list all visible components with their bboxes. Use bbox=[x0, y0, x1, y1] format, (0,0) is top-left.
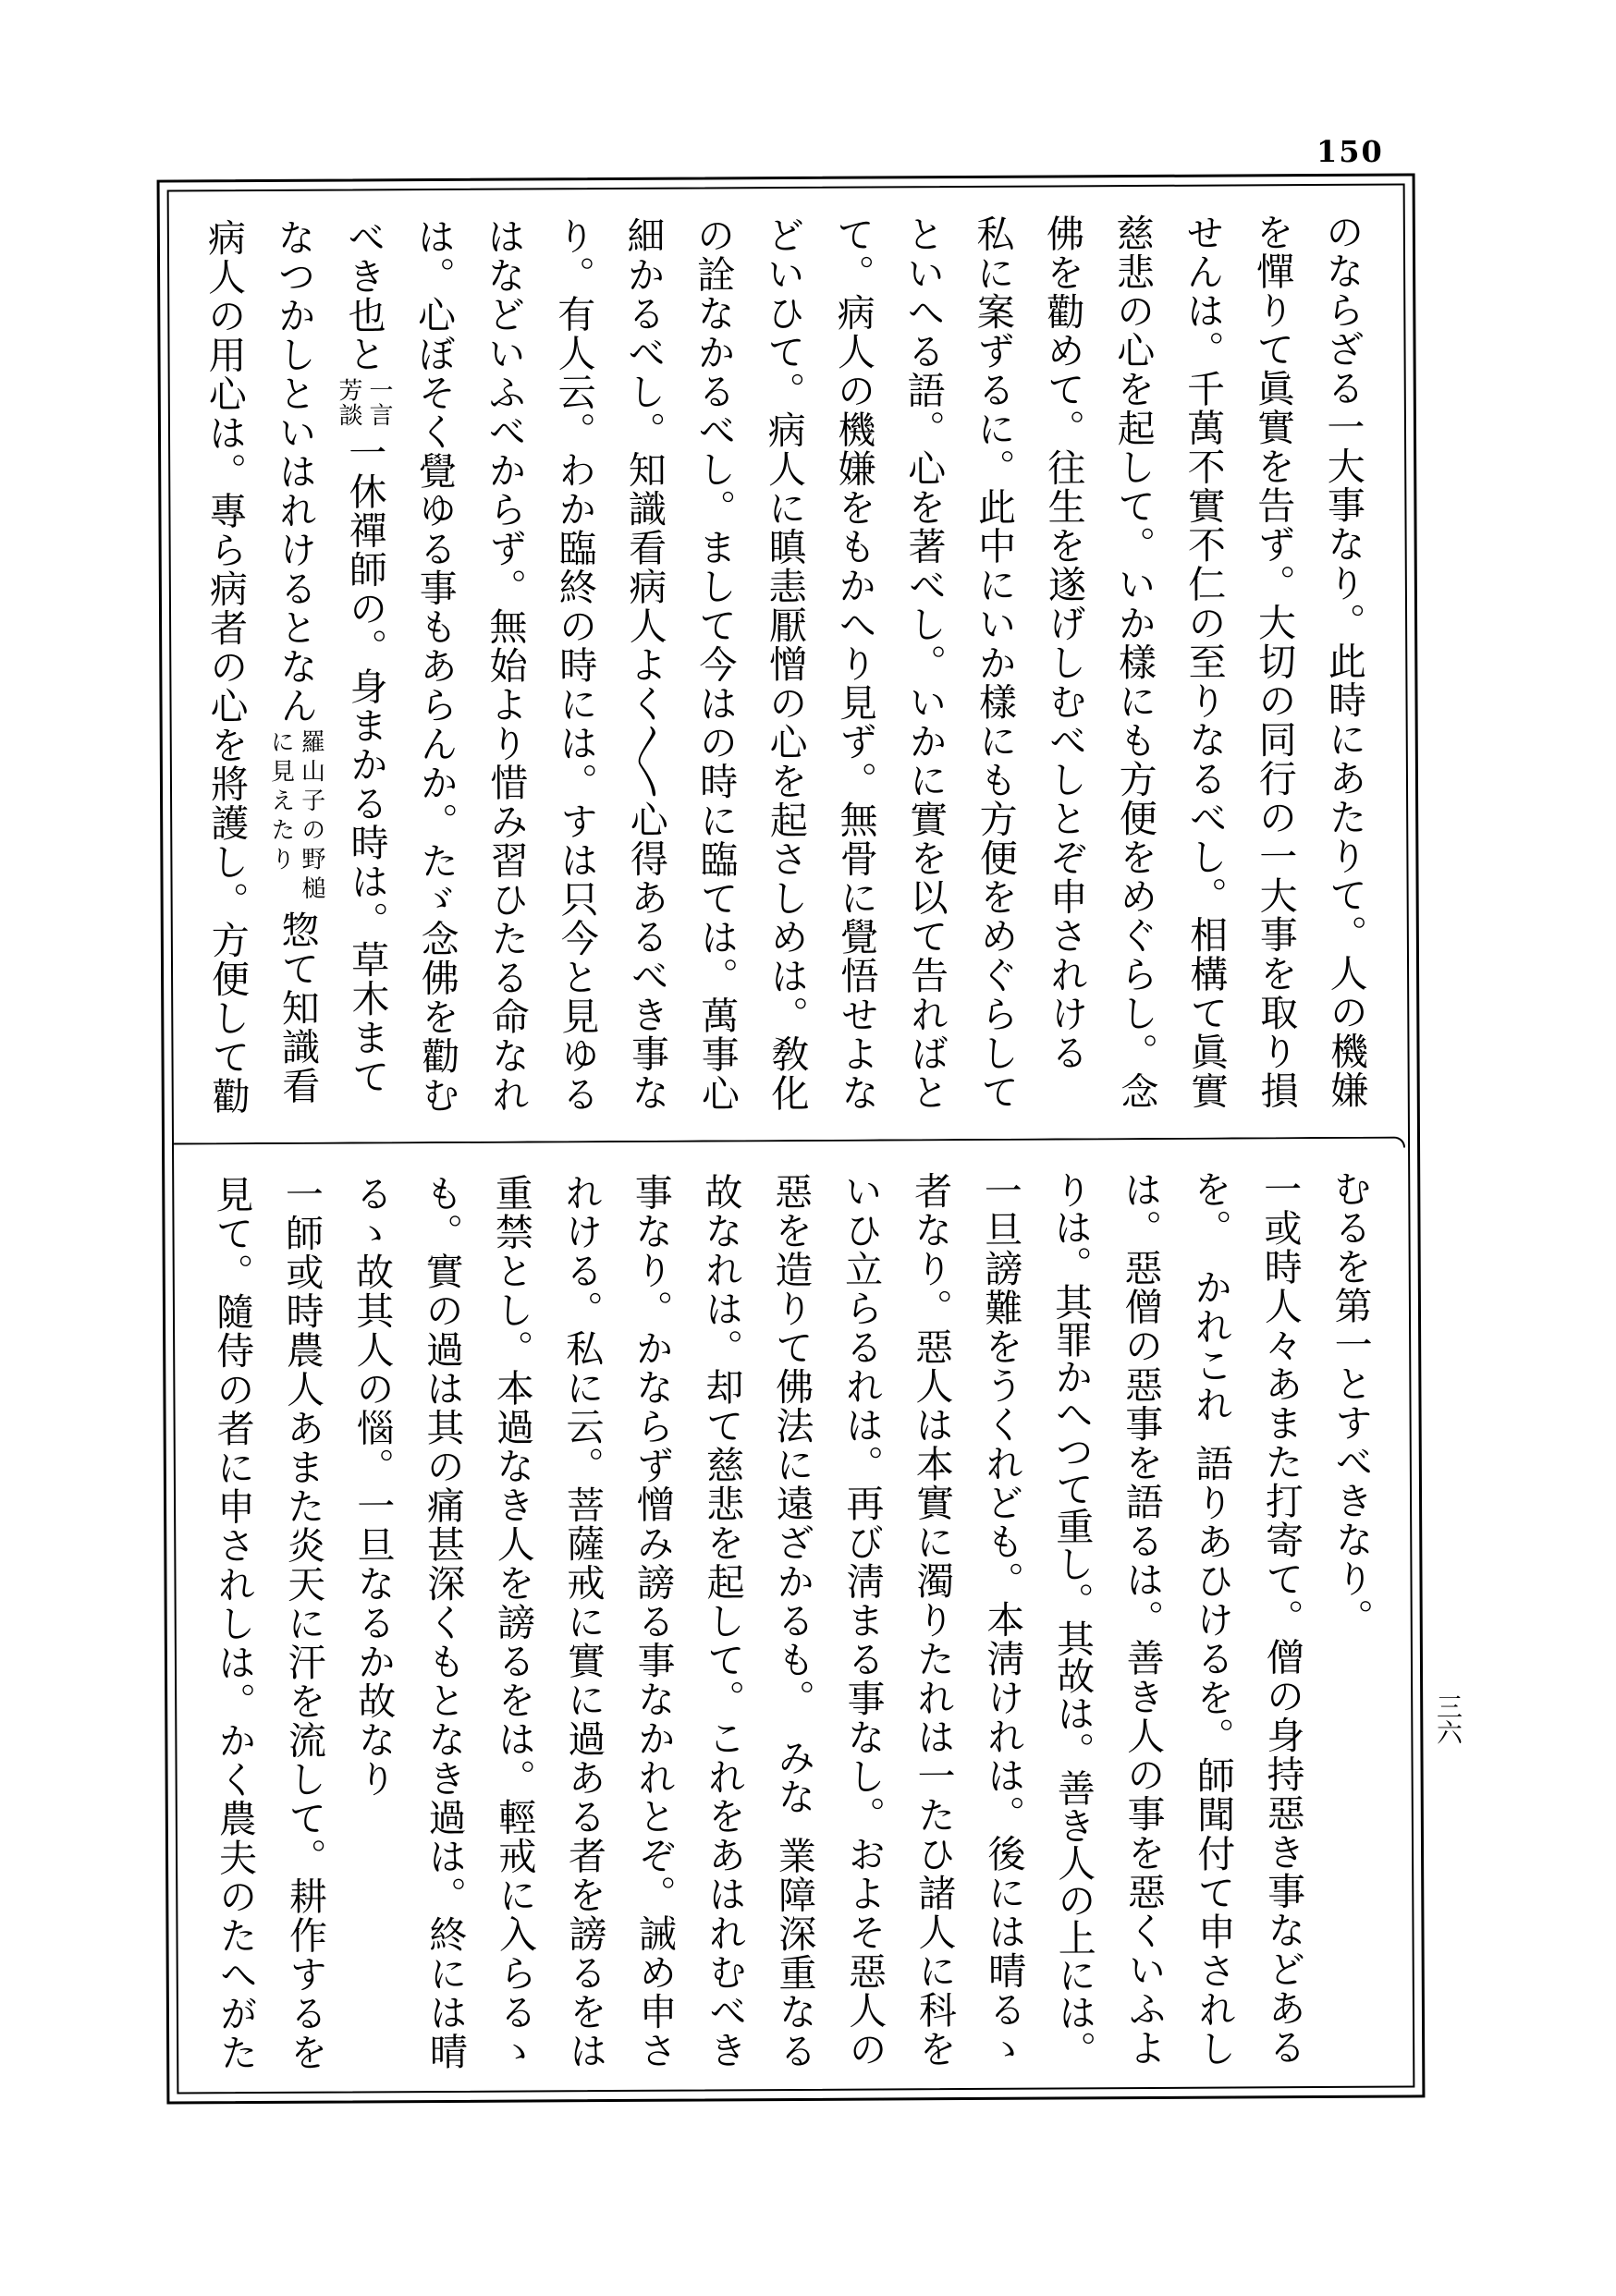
text-column bbox=[196, 1175, 271, 2072]
column-text-before-note: べき也と bbox=[340, 217, 386, 374]
text-column bbox=[1306, 213, 1381, 1110]
column-text: るゝ故其人の惱。一旦なるか故なり bbox=[349, 1174, 397, 1799]
annotation-line-left: 芳談 bbox=[334, 377, 363, 428]
column-text: も。實の過は其の痛甚深くもとなき過は。終には晴 bbox=[418, 1173, 469, 2071]
column-text: はなどいふべからず。無始より惜み習ひたる命なれ bbox=[481, 216, 531, 1115]
column-text: むるを第一とすべきなり。 bbox=[1327, 1168, 1375, 1638]
lower-text-block bbox=[196, 1169, 1389, 2073]
text-column bbox=[747, 215, 822, 1113]
column-text: 事なり。かならず憎み謗る事なかれとぞ。誡め申さ bbox=[628, 1172, 678, 2070]
column-text: 私に案ずるに。此中にいか樣にも方便をめぐらして bbox=[970, 214, 1020, 1112]
column-text: れける。私に云。菩薩戒に實に過ある者を謗るをは bbox=[558, 1173, 608, 2070]
text-column bbox=[678, 215, 753, 1113]
text-column bbox=[468, 216, 543, 1114]
column-text: の詮なかるべし。まして今はの時に臨ては。萬事心 bbox=[690, 215, 740, 1114]
text-column bbox=[1174, 1169, 1249, 2067]
column-text: は。心ぼそく覺ゆる事もあらんか。たゞ念佛を勸む bbox=[410, 216, 460, 1115]
column-text: どいひて。病人に瞋恚厭憎の心を起さしめは。敎化 bbox=[760, 214, 810, 1113]
text-column bbox=[1167, 213, 1242, 1110]
column-text: り。有人云。わか臨終の時には。すは只今と見ゆる bbox=[550, 216, 600, 1114]
text-column bbox=[755, 1172, 830, 2070]
column-text: を憚りて眞實を告ず。大切の同行の一大事を取り損 bbox=[1249, 213, 1299, 1110]
column-text: 故なれは。却て慈悲を起して。これをあはれむべき bbox=[698, 1172, 748, 2070]
column-text: 病人の用心は。專ら病者の心を將護し。方便して勸 bbox=[201, 218, 251, 1116]
column-text: 一師或時農人あまた炎天に汗を流して。耕作するを bbox=[278, 1174, 328, 2072]
upper-text-block bbox=[188, 213, 1380, 1117]
column-text: 佛を勸めて。往生を遂げしむべしとぞ申されける bbox=[1039, 214, 1089, 1072]
text-column bbox=[336, 1174, 410, 2071]
text-column bbox=[188, 218, 263, 1116]
page-number: 150 bbox=[1316, 134, 1384, 169]
column-text: せんは。千萬不實不仁の至りなるべし。相構て眞實 bbox=[1180, 213, 1230, 1111]
column-text-after-note: 一休禪師の。身まかる時は。草木まて bbox=[342, 433, 390, 1096]
annotation-line-right: 羅山子の野槌 bbox=[297, 728, 326, 905]
column-text: いひ立らるれは。再び淸まる事なし。およそ惡人の bbox=[838, 1171, 888, 2070]
annotation-line-left: に見えたり bbox=[266, 728, 296, 876]
column-text-before-note: なつかしといはれけるとなん bbox=[271, 217, 319, 726]
text-column bbox=[406, 1174, 481, 2071]
column-text: 慈悲の心を起して。いか樣にも方便をめぐらし。念 bbox=[1109, 213, 1159, 1111]
text-column bbox=[887, 214, 961, 1112]
column-text: て。病人の機嫌をもかへり見ず。無骨に覺悟せよな bbox=[830, 214, 880, 1113]
margin-folio-label: 三六 bbox=[1433, 1693, 1463, 1745]
text-column bbox=[1027, 214, 1102, 1111]
text-column bbox=[475, 1173, 550, 2070]
text-column bbox=[964, 1171, 1039, 2069]
column-text: りは。其罪かへつて重し。其故は。善き人の上には。 bbox=[1047, 1170, 1097, 2069]
text-column bbox=[545, 1173, 620, 2070]
text-column bbox=[685, 1172, 760, 2070]
text-column bbox=[1236, 213, 1311, 1110]
column-text: といへる語。心を著べし。いかに實を以て告ればと bbox=[900, 214, 949, 1112]
text-column bbox=[895, 1171, 970, 2069]
column-text: 細かるべし。知識看病人よく〳〵心得あるべき事な bbox=[620, 215, 670, 1113]
column-text: 者なり。惡人は本實に濁りたれは一たひ諸人に科を bbox=[908, 1171, 958, 2069]
text-column-with-annotation bbox=[328, 217, 403, 1115]
annotation-line-right: 一言 bbox=[364, 377, 394, 428]
text-column bbox=[1314, 1169, 1389, 2067]
text-column bbox=[817, 214, 892, 1112]
inline-annotation bbox=[334, 377, 394, 428]
column-text: 見て。隨侍の者に申されしは。かく農夫のたへがた bbox=[209, 1175, 259, 2072]
text-column bbox=[398, 217, 472, 1115]
text-column bbox=[825, 1171, 900, 2069]
column-text: のならざる一大事なり。此時にあたりて。人の機嫌 bbox=[1319, 212, 1369, 1110]
text-column bbox=[607, 216, 682, 1114]
text-column bbox=[1105, 1170, 1180, 2068]
text-column bbox=[1096, 214, 1171, 1111]
column-text: 惡を造りて佛法に遠ざかるも。 みな 業障深重なる bbox=[767, 1171, 818, 2070]
text-column bbox=[265, 1175, 340, 2072]
text-column bbox=[1034, 1170, 1109, 2068]
text-column-with-annotation bbox=[258, 218, 333, 1116]
inline-annotation bbox=[268, 728, 324, 905]
text-column bbox=[537, 216, 612, 1114]
column-text-after-note: 惣て知識看 bbox=[275, 910, 321, 1105]
column-text: 一旦謗難をうくれども。本淸けれは。後には晴るゝ bbox=[977, 1170, 1027, 2069]
column-text: 重禁とし。本過なき人を謗るをは。輕戒に入らるゝ bbox=[488, 1173, 538, 2071]
column-text: 一或時人々あまた打寄て。僧の身持惡き事などある bbox=[1257, 1169, 1307, 2067]
text-column bbox=[1244, 1169, 1319, 2067]
column-text: は。惡僧の惡事を語るは。善き人の事を惡くいふよ bbox=[1117, 1169, 1167, 2068]
text-column bbox=[615, 1173, 690, 2070]
column-text: を。 かれこれ 語りあひけるを。師聞付て申されし bbox=[1187, 1169, 1237, 2069]
text-column bbox=[957, 214, 1032, 1112]
